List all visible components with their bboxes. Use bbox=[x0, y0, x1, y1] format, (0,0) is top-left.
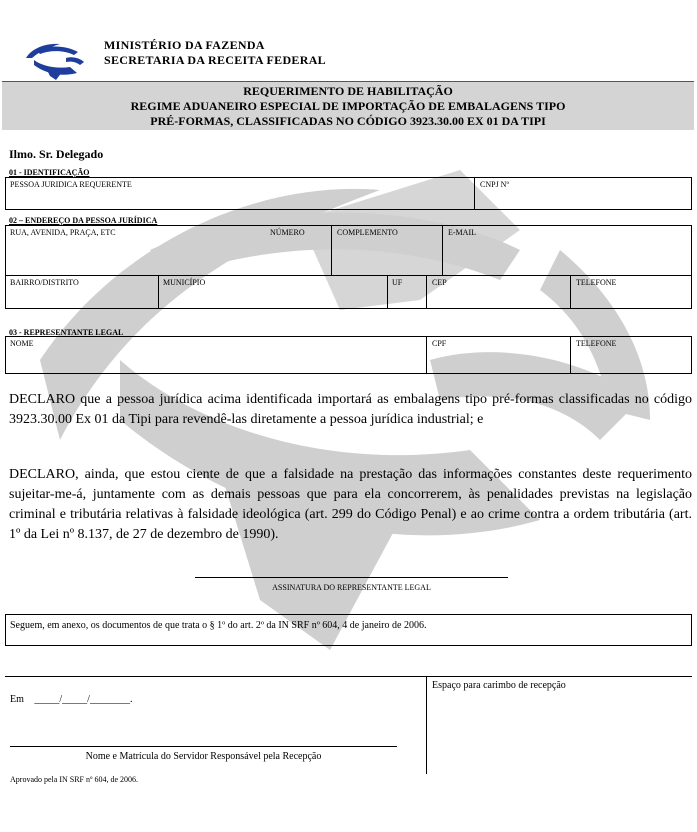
bairro-field[interactable]: BAIRRO/DISTRITO bbox=[10, 278, 79, 287]
municipio-field[interactable]: MUNICÍPIO bbox=[163, 278, 206, 287]
email-field[interactable]: E-MAIL bbox=[448, 228, 476, 237]
nome-field[interactable]: NOME bbox=[10, 339, 34, 348]
signature-label: ASSINATURA DO REPRESENTANTE LEGAL bbox=[272, 583, 431, 592]
signature-line[interactable] bbox=[195, 577, 508, 578]
annex-text: Seguem, em anexo, os documentos de que trata o § 1º do art. 2º da IN SRF nº 604, 4 de janeiro de 2006. bbox=[10, 620, 427, 631]
title-band bbox=[2, 81, 694, 130]
cpf-field[interactable]: CPF bbox=[432, 339, 447, 348]
servant-label: Nome e Matrícula do Servidor Responsável pela Recepção bbox=[85, 751, 322, 762]
cnpj-field[interactable]: CNPJ Nº bbox=[480, 180, 509, 189]
address-telefone-field[interactable]: TELEFONE bbox=[576, 278, 617, 287]
declaration-2: DECLARO, ainda, que estou ciente de que a falsidade na prestação das informações constantes deste requerimento sujeitar-me-á, juntamente com as demais pessoas que para ela concorrerem, às penalidades previstas na legislação criminal e tributária relativas à falsidade ideológica (art. 299 do Código Penal) e ao crime contra a ordem tributária (art. 1º da Lei nº 8.137, de 27 de dezembro de 1990). bbox=[9, 467, 692, 542]
numero-field[interactable]: NÚMERO bbox=[270, 228, 305, 237]
secretariat-name: SECRETARIA DA RECEITA FEDERAL bbox=[104, 53, 326, 67]
greeting: Ilmo. Sr. Delegado bbox=[9, 147, 104, 161]
rua-field[interactable]: RUA, AVENIDA, PRAÇA, ETC bbox=[10, 228, 116, 237]
reception-date[interactable] bbox=[10, 694, 132, 705]
declaration-1: DECLARO que a pessoa jurídica acima identificada importará as embalagens tipo pré-formas classificadas no código 3923.30.00 Ex 01 da Tipi para revendê-las diretamente a pessoa jurídica industrial; e bbox=[9, 392, 692, 427]
date-label: Em bbox=[10, 694, 24, 705]
section-1-label: 01 - IDENTIFICAÇÃO bbox=[9, 168, 90, 177]
complemento-field[interactable]: COMPLEMENTO bbox=[337, 228, 398, 237]
cep-field[interactable]: CEP bbox=[432, 278, 447, 287]
title-line-3: PRÉ-FORMAS, CLASSIFICADAS NO CÓDIGO 3923.30.00 EX 01 DA TIPI bbox=[150, 114, 546, 128]
header-organization bbox=[104, 38, 326, 68]
section-3-label: 03 - REPRESENTANTE LEGAL bbox=[9, 328, 124, 337]
representative-telefone-field[interactable]: TELEFONE bbox=[576, 339, 617, 348]
approved-note: Aprovado pela IN SRF nº 604, de 2006. bbox=[10, 775, 139, 784]
pessoa-juridica-field[interactable]: PESSOA JURIDICA REQUERENTE bbox=[10, 180, 132, 189]
receita-federal-logo-icon bbox=[22, 40, 88, 80]
title-line-2: REGIME ADUANEIRO ESPECIAL DE IMPORTAÇÃO DE EMBALAGENS TIPO bbox=[130, 99, 566, 113]
stamp-label: Espaço para carimbo de recepção bbox=[432, 680, 566, 691]
section-2-label: 02 – ENDEREÇO DA PESSOA JURÍDICA bbox=[9, 216, 158, 225]
address-box bbox=[5, 225, 692, 309]
servant-signature-line[interactable] bbox=[10, 746, 397, 747]
date-blank[interactable]: _____/_____/________. bbox=[34, 694, 133, 705]
ministry-name: MINISTÉRIO DA FAZENDA bbox=[104, 38, 265, 52]
uf-field[interactable]: UF bbox=[392, 278, 403, 287]
title-line-1: REQUERIMENTO DE HABILITAÇÃO bbox=[243, 84, 453, 98]
